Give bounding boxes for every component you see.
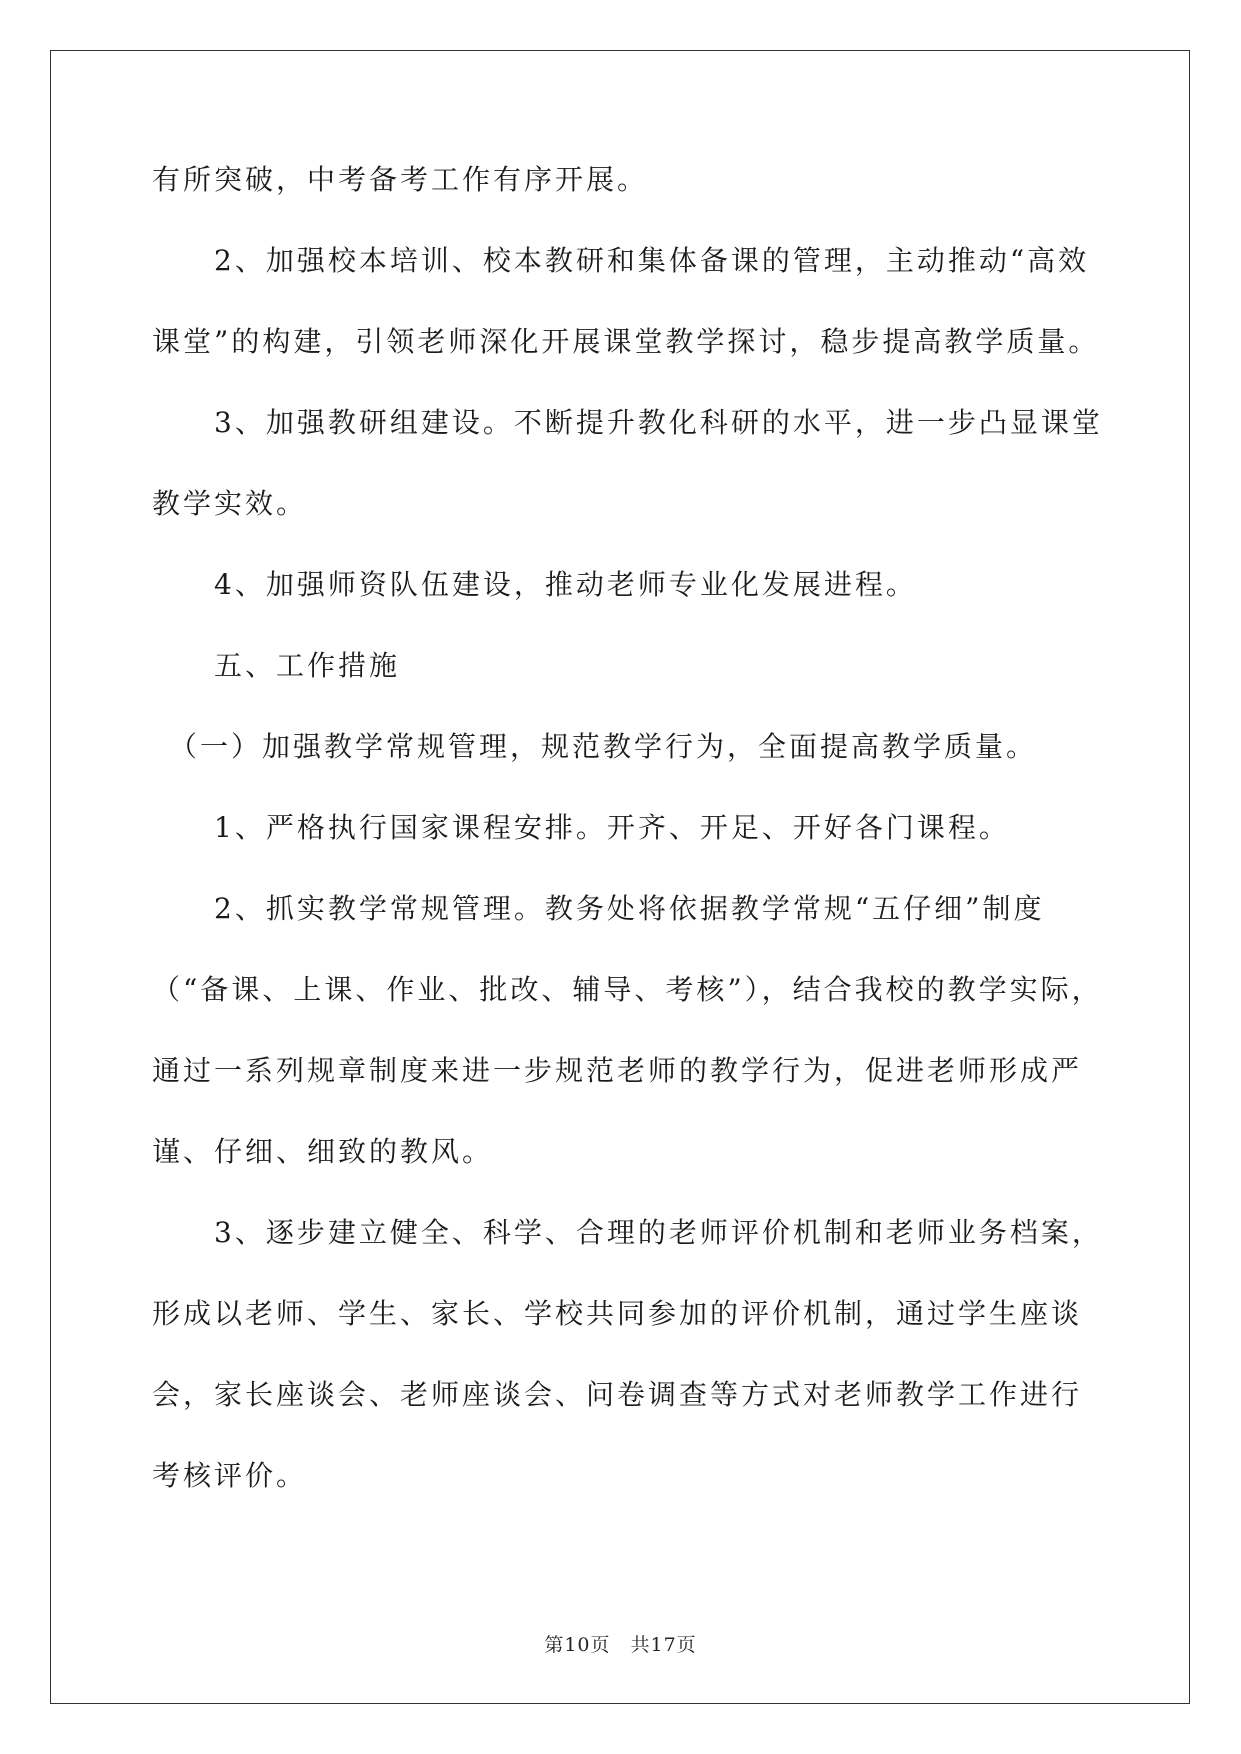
text-line: 谨、仔细、细致的教风。 [152, 1135, 494, 1168]
subsection-heading: （一）加强教学常规管理，规范教学行为，全面提高教学质量。 [152, 730, 1038, 763]
text-line: 考核评价。 [152, 1459, 308, 1492]
text-line: 教学实效。 [152, 487, 308, 520]
document-body [152, 160, 1103, 1537]
section-heading: 五、工作措施 [152, 649, 401, 682]
text-line: 1、严格执行国家课程安排。开齐、开足、开好各门课程。 [152, 811, 1010, 844]
text-line: 课堂”的构建，引领老师深化开展课堂教学探讨，稳步提高教学质量。 [152, 325, 1100, 358]
text-line: 4、加强师资队伍建设，推动老师专业化发展进程。 [152, 568, 917, 601]
text-line: 有所突破，中考备考工作有序开展。 [152, 163, 649, 196]
text-line: 3、逐步建立健全、科学、合理的老师评价机制和老师业务档案， [152, 1216, 1103, 1249]
text-line: 2、加强校本培训、校本教研和集体备课的管理，主动推动“高效 [152, 244, 1090, 277]
text-line: 形成以老师、学生、家长、学校共同参加的评价机制，通过学生座谈 [152, 1297, 1083, 1330]
text-line: 2、抓实教学常规管理。教务处将依据教学常规“五仔细”制度 [152, 892, 1045, 925]
text-line: 3、加强教研组建设。不断提升教化科研的水平，进一步凸显课堂 [152, 406, 1103, 439]
text-line: 会，家长座谈会、老师座谈会、问卷调查等方式对老师教学工作进行 [152, 1378, 1083, 1411]
text-line: 通过一系列规章制度来进一步规范老师的教学行为，促进老师形成严 [152, 1054, 1083, 1087]
text-line: （“备课、上课、作业、批改、辅导、考核”），结合我校的教学实际， [152, 973, 1103, 1006]
page-number-footer: 第10页 共17页 [544, 1634, 697, 1656]
